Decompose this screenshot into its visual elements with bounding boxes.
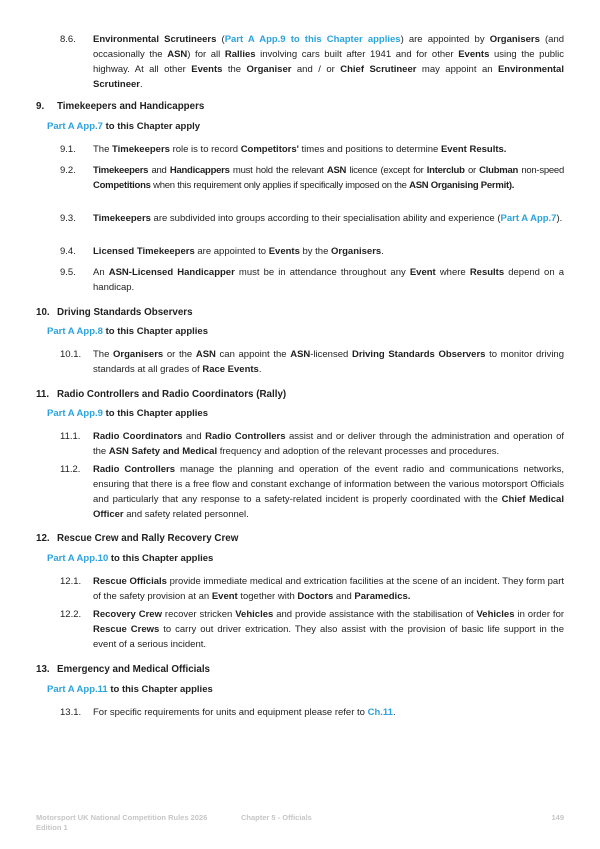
- clause-9-5: An ASN-Licensed Handicapper must be in attendance throughout any Event where Results depend on a handicap.: [93, 267, 565, 293]
- clause-12-1: Rescue Officials provide immediate medical and extrication facilities at the scene of an incident. They form part of the safety provision at an Event together with Doctors and Paramedics.: [93, 576, 564, 602]
- clause-number: 9.3.: [60, 213, 76, 224]
- link-part-a-app-11[interactable]: Part A App.11: [47, 684, 108, 695]
- section-heading-12: 12. Rescue Crew and Rally Recovery Crew: [36, 533, 239, 544]
- footer-page-number: 149: [551, 813, 564, 822]
- link-part-a-app-9[interactable]: Part A App.9 to this Chapter applies: [224, 34, 401, 45]
- link-part-a-app-9[interactable]: Part A App.9: [47, 408, 103, 419]
- clause-11-2: Radio Controllers manage the planning and operation of the event radio and communications networks, ensuring that there is a free flow and constant exchange of information between the various motorsport Officials and particularly that any response to a safety-related incident is properly coordinated with the Chief Medical Officer and safety related personnel.: [93, 464, 564, 520]
- section-heading-11: 11. Radio Controllers and Radio Coordinators (Rally): [36, 389, 287, 400]
- clause-10-1: The Organisers or the ASN can appoint the ASN-licensed Driving Standards Observers to monitor driving standards at all grades of Race Events.: [93, 349, 565, 375]
- clause-number: 11.1.: [60, 431, 81, 442]
- link-part-a-app-10[interactable]: Part A App.10: [47, 553, 109, 564]
- section-heading-9: 9. Timekeepers and Handicappers: [36, 101, 205, 112]
- section-9-applies: Part A App.7 to this Chapter apply: [47, 121, 201, 132]
- link-part-a-app-8[interactable]: Part A App.8: [47, 326, 103, 337]
- clause-9-3: Timekeepers are subdivided into groups according to their specialisation ability and experience (Part A App.7).: [93, 213, 563, 224]
- clause-number: 13.1.: [60, 707, 82, 718]
- footer-chapter: Chapter 5 - Officials: [241, 813, 312, 822]
- clause-number: 9.2.: [60, 165, 76, 176]
- section-heading-10: 10. Driving Standards Observers: [36, 307, 193, 318]
- section-heading-13: 13. Emergency and Medical Officials: [36, 664, 210, 675]
- section-12-applies: Part A App.10 to this Chapter applies: [47, 553, 214, 564]
- link-ch-11[interactable]: Ch.11: [367, 707, 393, 718]
- section-13-applies: Part A App.11 to this Chapter applies: [47, 684, 213, 695]
- section-10-applies: Part A App.8 to this Chapter applies: [47, 326, 208, 337]
- clause-12-2: Recovery Crew recover stricken Vehicles and provide assistance with the stabilisation of Vehicles in order for Rescue Crews to carry out driver extrication. They also assist with the provision of basic life support in the event of a serious incident.: [93, 609, 565, 650]
- clause-number: 9.5.: [60, 267, 76, 278]
- clause-number: 11.2.: [60, 464, 81, 475]
- clause-number: 8.6.: [60, 34, 76, 45]
- clause-9-1: The Timekeepers role is to record Competitors' times and positions to determine Event Results.: [93, 144, 507, 155]
- link-part-a-app-7[interactable]: Part A App.7: [47, 121, 103, 132]
- footer-title: Motorsport UK National Competition Rules 2026 Edition 1: [36, 813, 208, 832]
- clause-number: 9.4.: [60, 246, 76, 257]
- link-part-a-app-7[interactable]: Part A App.7: [500, 213, 557, 224]
- section-11-applies: Part A App.9 to this Chapter applies: [47, 408, 208, 419]
- clause-number: 12.1.: [60, 576, 82, 587]
- clause-9-4: Licensed Timekeepers are appointed to Events by the Organisers.: [93, 246, 384, 257]
- clause-13-1: For specific requirements for units and equipment please refer to Ch.11.: [93, 707, 396, 718]
- clause-number: 12.2.: [60, 609, 82, 620]
- clause-11-1: Radio Coordinators and Radio Controllers assist and or deliver through the administration and operation of the ASN Safety and Medical frequency and adoption of the relevant processes and procedures.: [93, 431, 565, 457]
- clause-8-6: Environmental Scrutineers (Part A App.9 to this Chapter applies) are appointed by Organisers (and occasionally the ASN) for all Rallies involving cars built after 1941 and for other Events using the public highway. At all other Events the Organiser and / or Chief Scrutineer may appoint an Environmental Scrutineer.: [93, 34, 565, 90]
- clause-number: 10.1.: [60, 349, 82, 360]
- clause-9-2: Timekeepers and Handicappers must hold the relevant ASN licence (except for Interclub or Clubman non-speed Competitions when this requirement only applies if specifically imposed on the ASN Organising Permit).: [93, 165, 564, 191]
- clause-number: 9.1.: [60, 144, 76, 155]
